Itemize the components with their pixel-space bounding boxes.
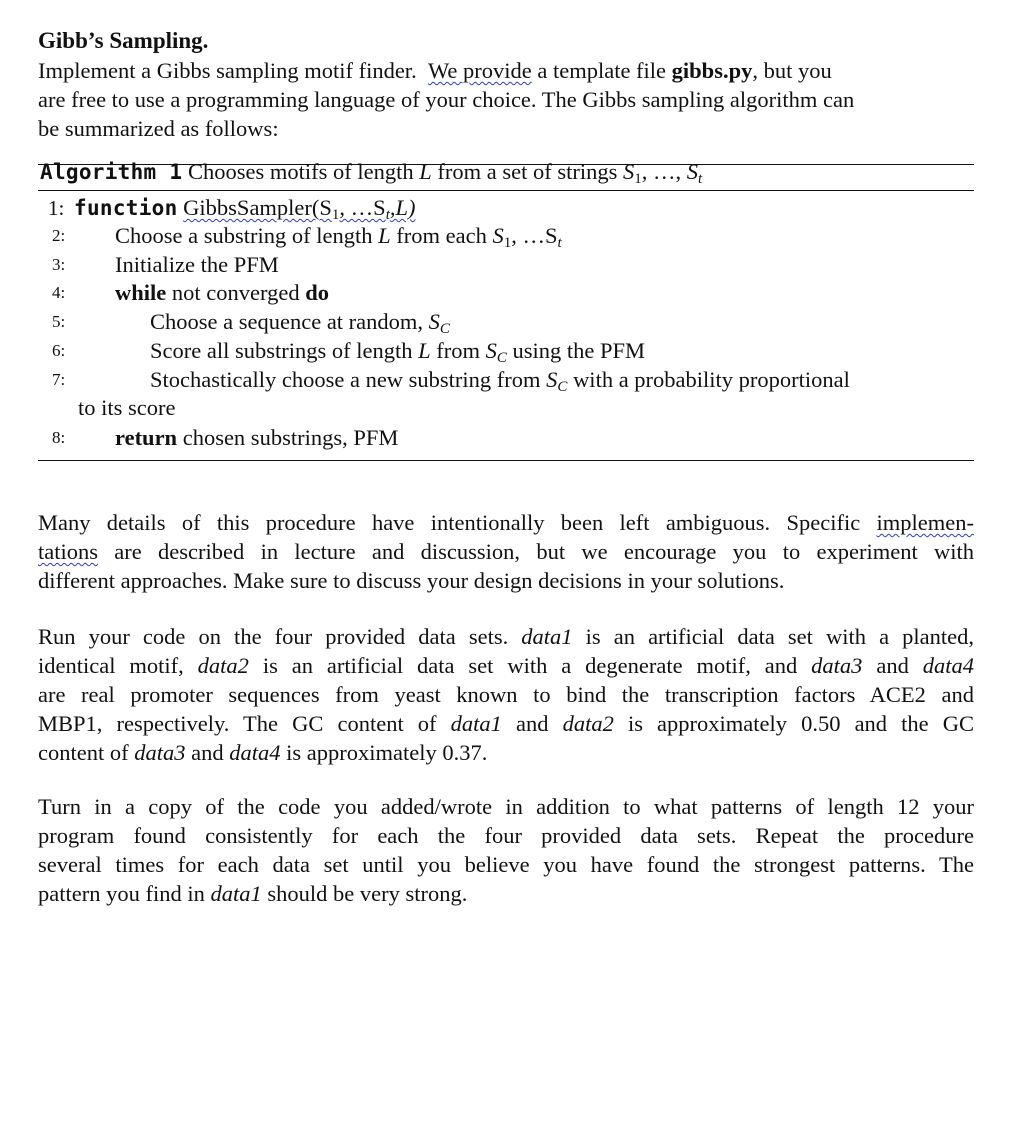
section-title: Gibb’s Sampling. [38,28,209,53]
text: are described in lecture and discussion, but we encourage you to experiment with [114,539,974,564]
text: with a probability proportional [573,367,850,392]
datasets-line-4 [38,709,974,738]
text: is an artificial data set with a degenerate motif, and [262,653,798,678]
turn-in-line-1: Turn in a copy of the code you added/wrote in addition to what patterns of length 12 your [38,794,974,819]
line-number: 1: [48,196,65,220]
dataset-name: data3 [134,740,186,765]
text: is approximately 0.50 and the GC [627,711,974,736]
text: not converged [171,280,300,305]
dataset-name: data1 [450,711,502,736]
text: and [191,740,224,765]
spellcheck-flag: tations [38,539,98,564]
intro-line-2: are free to use a programming language of your choice. The Gibbs sampling algorithm can [38,87,855,112]
text: MBP1, respectively. The GC content of [38,711,437,736]
line-content [115,424,398,452]
line-content: Initialize the PFM [115,252,279,277]
line-content [115,279,329,307]
function-signature [183,195,416,223]
dataset-name: data1 [521,624,573,649]
turn-in-line-2: program found consistently for each the four provided data sets. Repeat the procedure [38,823,974,848]
text: identical motif, [38,653,184,678]
fn-text: GibbsSampler(S [183,195,332,220]
algorithm-caption [40,158,702,193]
text: , …S [511,223,558,248]
subscript: C [496,350,507,366]
turn-in-line-3: several times for each data set until you believe you have found the strongest patterns. The [38,852,974,877]
intro-text: Implement a Gibbs sampling motif finder. [38,58,417,83]
dataset-name: data3 [811,653,863,678]
keyword: do [305,280,329,305]
intro-text: a template file [537,58,667,83]
text: Choose a substring of length [115,223,373,248]
algorithm-bottom-rule [38,460,974,461]
caption-text: Chooses motifs of length [188,159,414,184]
var-L: L [419,159,432,184]
keyword: function [74,196,178,220]
text: Score all substrings of length [150,338,413,363]
fn-text: ,L) [389,195,416,220]
line-number: 7: [52,370,66,389]
filename: gibbs.py [671,58,753,83]
line-number: 8: [52,428,66,447]
var-S: S [546,367,558,392]
details-line-2 [38,537,974,566]
caption-text: , …, [641,159,682,184]
keyword: while [115,280,167,305]
algorithm-block [38,158,974,462]
var-L: L [418,338,431,363]
dataset-name: data4 [229,740,281,765]
details-line-3: different approaches. Make sure to discuss your design decisions in your solutions. [38,568,785,593]
line-number: 3: [52,255,66,274]
subscript: C [557,379,568,395]
spellcheck-flag: implemen- [876,510,975,535]
var-L: L [378,223,391,248]
text: using the PFM [512,338,646,363]
text: is approximately 0.37. [286,740,488,765]
intro-text: , but you [752,58,832,83]
turn-in-line-4 [38,879,974,908]
details-line-1 [38,508,974,537]
subscript: t [697,171,703,187]
line-content [150,366,850,401]
subscript: C [439,321,450,337]
subscript: t [557,235,562,251]
text: Many details of this procedure have intentionally been left ambiguous. Specific [38,510,861,535]
var-S: S [428,309,440,334]
text: Stochastically choose a new substring from [150,367,541,392]
var-S: S [485,338,497,363]
var-S: S [622,159,635,184]
spellcheck-flag: We provide [427,58,532,83]
subscript: 1 [331,207,340,223]
keyword: return [115,425,178,450]
text: content of [38,740,129,765]
dataset-name: data2 [197,653,249,678]
text: and [876,653,909,678]
line-number: 6: [52,341,66,360]
datasets-line-3: are real promoter sequences from yeast known to bind the transcription factors ACE2 and [38,682,974,707]
text: Run your code on the four provided data sets. [38,624,509,649]
intro-paragraph [38,56,974,143]
subscript: 1 [503,235,512,251]
dataset-name: data1 [210,881,262,906]
turn-in-paragraph [38,792,974,908]
datasets-line-2 [38,651,974,680]
line-number: 5: [52,312,66,331]
datasets-paragraph [38,622,974,767]
datasets-line-1 [38,622,974,651]
subscript: t [385,207,390,223]
line-content: to its score [78,395,176,420]
text: and [516,711,549,736]
intro-line-3: be summarized as follows: [38,116,279,141]
dataset-name: data2 [562,711,614,736]
fn-text: , …S [339,195,386,220]
line-number: 2: [52,226,66,245]
text: from [436,338,480,363]
text: should be very strong. [267,881,468,906]
var-S: S [492,223,504,248]
text: pattern you find in [38,881,205,906]
text: Choose a sequence at random, [150,309,424,334]
text: is an artificial data set with a planted, [585,624,974,649]
var-S: S [686,159,698,184]
caption-text: from a set of strings [437,159,618,184]
text: from each [396,223,487,248]
line-number: 4: [52,283,66,302]
datasets-line-5 [38,738,974,767]
dataset-name: data4 [922,653,975,678]
algorithm-label: Algorithm 1 [40,160,183,184]
text: chosen substrings, PFM [182,425,399,450]
algorithm-caption-rule [38,190,974,191]
details-paragraph [38,508,974,595]
intro-line-1 [38,56,974,85]
subscript: 1 [634,171,642,187]
